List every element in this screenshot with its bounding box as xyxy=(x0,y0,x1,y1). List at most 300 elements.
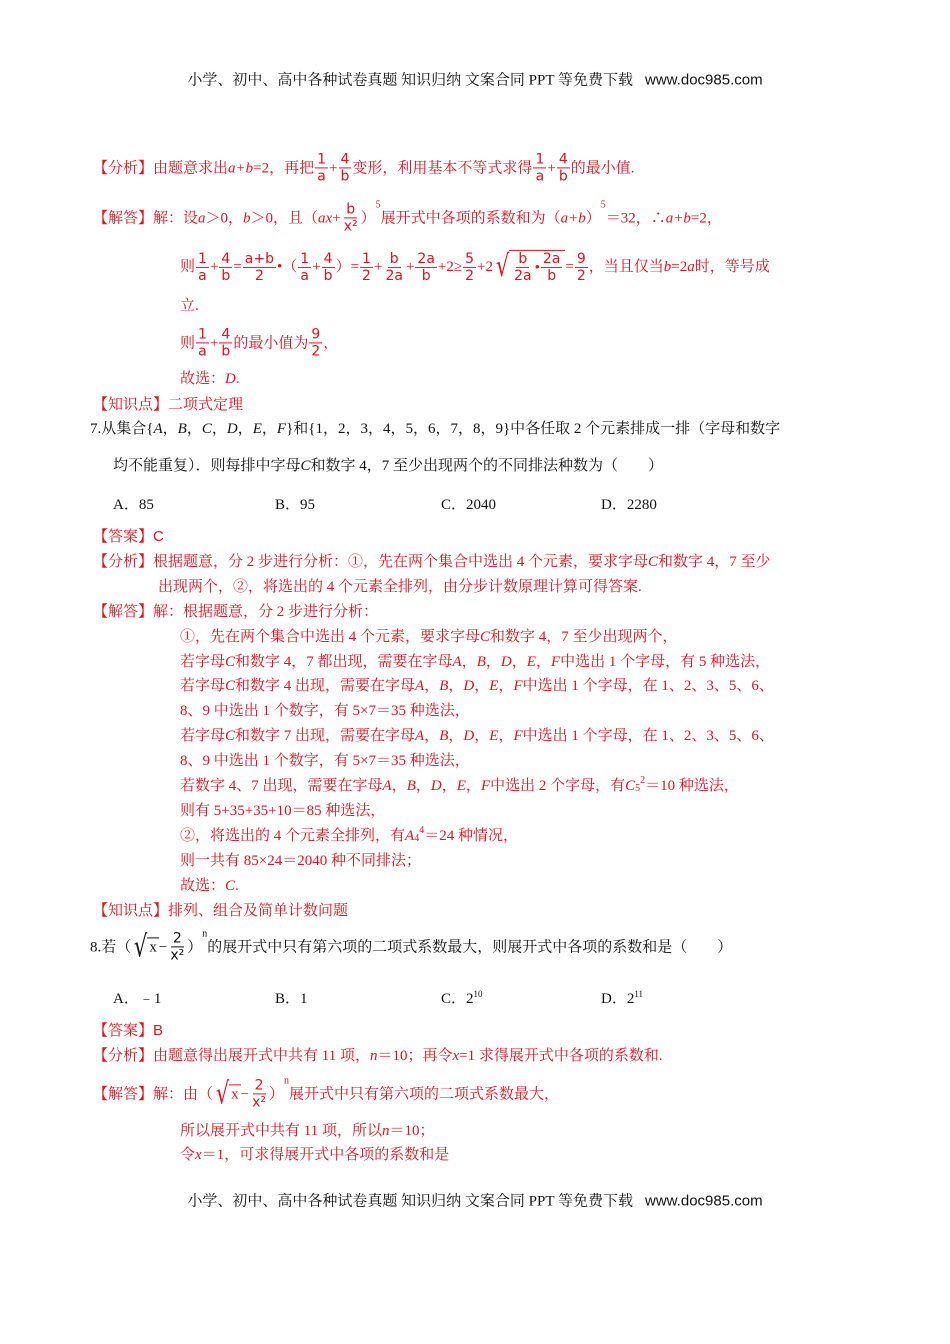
fraction-denominator: b xyxy=(558,168,568,185)
text-run: + xyxy=(312,259,321,275)
fraction-numerator: 5 xyxy=(465,250,475,267)
fraction-denominator: a xyxy=(535,168,545,185)
math-variable: A xyxy=(452,654,462,670)
q7-option-c[interactable] xyxy=(441,493,496,514)
fraction xyxy=(383,250,405,283)
option-value: ﹣1 xyxy=(138,991,162,1007)
q7-solution-2 xyxy=(180,653,770,671)
math-variable: C xyxy=(625,778,636,794)
footer-url[interactable]: www.doc985.com xyxy=(645,1192,763,1210)
math-variable: b xyxy=(663,259,672,275)
fraction-numerator: 1 xyxy=(317,151,327,168)
text-run: 中选出 2 个字母，有 xyxy=(490,778,626,794)
radicand xyxy=(147,938,159,957)
option-exponent: 11 xyxy=(634,989,644,999)
fraction-denominator: x² xyxy=(170,947,185,964)
text-run: ， xyxy=(237,421,253,437)
q7-solution-7 xyxy=(180,777,739,795)
math-variable: D xyxy=(225,371,236,387)
page-header xyxy=(0,69,950,90)
fraction-numerator: b xyxy=(389,250,399,267)
fraction-denominator: b xyxy=(221,343,231,360)
q7-solution-3 xyxy=(180,677,774,695)
text-run: 8.若（ xyxy=(90,939,132,955)
q8-option-d[interactable] xyxy=(601,987,643,1008)
superscript: 4 xyxy=(419,825,425,836)
q8-option-c[interactable] xyxy=(441,987,483,1008)
q8-solution-2 xyxy=(180,1122,434,1140)
text-run: x xyxy=(149,939,157,956)
text-run: 的展开式中只有第六项的二项式系数最大，则展开式中各项的系数和是（ ） xyxy=(207,939,733,955)
text-run: 和数字 4，7 至少出现两个的不同排法种数为（ ） xyxy=(310,458,664,474)
text-run: 【知识点】排列、组合及简单计数问题 xyxy=(93,903,349,919)
option-label: D． xyxy=(601,991,627,1007)
math-variable: a xyxy=(687,259,695,275)
fraction-denominator: 2 xyxy=(311,343,321,360)
text-run: = xyxy=(233,259,242,275)
header-text: 小学、初中、高中各种试卷真题 知识归纳 文案合同 PPT 等免费下载 xyxy=(187,72,634,89)
text-run: ， xyxy=(261,421,277,437)
option-value: 85 xyxy=(138,497,154,513)
text-run: +2≥ xyxy=(437,259,463,275)
fraction xyxy=(309,326,322,359)
fraction-denominator: x² xyxy=(252,1094,267,1111)
text-run: ， xyxy=(424,728,440,744)
q6-solution-2 xyxy=(180,250,770,284)
text-run: + xyxy=(209,335,219,351)
fraction-numerator: 1 xyxy=(535,151,545,168)
text-run: 【答案】 xyxy=(93,529,154,545)
fraction xyxy=(360,250,373,283)
fraction-numerator: 4 xyxy=(323,250,333,267)
math-variable: D xyxy=(430,778,442,794)
text-run: 若字母 xyxy=(180,654,226,670)
text-run: ， xyxy=(448,678,464,694)
fraction xyxy=(342,201,360,234)
text-run: ， xyxy=(498,728,514,744)
radical-sign-icon: √ xyxy=(495,249,510,284)
text-run: ，当且仅当 xyxy=(588,259,664,275)
fraction-numerator: 9 xyxy=(576,250,586,267)
math-variable: D xyxy=(500,654,512,670)
text-run: 中选出 1 个字母，有 5 种选法， xyxy=(560,654,771,670)
option-label: C． xyxy=(441,991,467,1007)
square-root xyxy=(131,929,159,964)
text-run: ） xyxy=(187,939,203,955)
math-variable: D xyxy=(463,678,475,694)
q7-solution-10 xyxy=(180,852,421,870)
fraction xyxy=(339,151,352,184)
q7-solution-0 xyxy=(93,603,378,621)
q7-answer xyxy=(93,528,164,546)
math-variable: A xyxy=(415,728,425,744)
math-variable: C xyxy=(480,629,491,645)
text-run: 的最小值为 xyxy=(233,335,309,351)
text-run: ， xyxy=(441,778,457,794)
text-run: 和数字 4，7 至少出现两个， xyxy=(490,629,678,645)
text-run: ， xyxy=(211,421,227,437)
q6-solution-1 xyxy=(93,201,722,234)
text-run: 和数字 7 出现，需要在字母 xyxy=(235,728,416,744)
text-run: + xyxy=(329,160,338,176)
math-variable: n xyxy=(381,1123,390,1139)
q6-solution-4 xyxy=(180,326,338,359)
option-value: 2 xyxy=(626,991,635,1007)
fraction-numerator: 4 xyxy=(221,250,231,267)
text-run: 出现两个，②，将选出的 4 个元素全排列，由分步计数原理计算可得答案. xyxy=(158,579,642,595)
radical-sign-icon: √ xyxy=(134,929,148,964)
text-run: 【知识点】二项式定理 xyxy=(93,397,244,413)
fraction-numerator: 2 xyxy=(254,1077,264,1094)
text-run: 展开式中各项的系数和为（ xyxy=(380,210,561,226)
q8-solution-1 xyxy=(93,1077,559,1110)
q7-option-b[interactable] xyxy=(275,493,315,514)
math-variable: B xyxy=(439,728,449,744)
q7-solution-6 xyxy=(180,752,470,770)
text-run: ） xyxy=(360,210,376,226)
answer-letter: C xyxy=(153,528,164,545)
fraction-denominator: b xyxy=(421,267,431,284)
superscript: 5 xyxy=(600,199,606,211)
fraction xyxy=(168,930,186,963)
math-variable: F xyxy=(513,728,523,744)
math-variable: B xyxy=(476,654,486,670)
text-run: ） xyxy=(585,210,601,226)
fraction xyxy=(557,151,570,184)
option-value: 1 xyxy=(300,991,308,1007)
fraction xyxy=(541,251,563,284)
math-variable: F xyxy=(550,654,561,670)
text-run: 若字母 xyxy=(180,678,226,694)
text-run: 令 xyxy=(180,1147,196,1163)
text-run: 时，等号成 xyxy=(694,259,770,275)
q7-option-d[interactable] xyxy=(601,493,657,514)
text-run: 【分析】由题意求出 xyxy=(93,160,229,176)
fraction-numerator: 2a xyxy=(542,250,561,267)
fraction xyxy=(196,250,209,283)
option-label: B． xyxy=(275,991,301,1007)
text-run: ） xyxy=(269,1086,285,1102)
math-variable: B xyxy=(177,421,187,437)
text-run: ＝24 种情况， xyxy=(424,828,518,844)
q7-option-a[interactable] xyxy=(113,493,154,514)
text-run: 则 xyxy=(180,335,196,351)
square-root xyxy=(213,1076,241,1111)
fraction xyxy=(533,151,546,184)
math-variable: D xyxy=(226,421,238,437)
fraction-numerator: 2 xyxy=(172,930,182,947)
text-run: 展开式中只有第六项的二项式系数最大， xyxy=(289,1086,560,1102)
text-run: 均不能重复）．则每排中字母 xyxy=(113,458,301,474)
subscript: 4 xyxy=(414,833,420,844)
math-variable: C xyxy=(225,678,236,694)
text-run: 立. xyxy=(180,298,199,314)
math-variable: a+b xyxy=(228,160,254,176)
fraction-numerator: 1 xyxy=(300,250,310,267)
fraction-denominator: 2 xyxy=(362,267,371,284)
text-run: }和{1，2，3，4，5，6，7，8，9}中各任取 2 个元素排成一排（字母和数字 xyxy=(286,421,781,437)
text-run: ）= xyxy=(335,259,360,275)
q7-solution-9 xyxy=(180,827,518,845)
math-variable: E xyxy=(526,654,536,670)
math-variable: F xyxy=(513,678,523,694)
fraction xyxy=(322,250,335,283)
fraction-numerator: 4 xyxy=(340,151,350,168)
footer-text: 小学、初中、高中各种试卷真题 知识归纳 文案合同 PPT 等免费下载 xyxy=(187,1193,634,1210)
text-run: 和数字 4，7 都出现，需要在字母 xyxy=(235,654,453,670)
text-run: 则 xyxy=(180,259,196,275)
fraction-numerator: b xyxy=(346,201,356,218)
q7-solution-4 xyxy=(180,702,470,720)
text-run: + xyxy=(373,259,383,275)
math-variable: a xyxy=(198,210,206,226)
q8-solution-3 xyxy=(180,1146,449,1164)
text-run: 【分析】根据题意，分 2 步进行分析：①，先在两个集合中选出 4 个元素，要求字母 xyxy=(93,554,649,570)
superscript: n xyxy=(284,1075,290,1087)
text-run: ， xyxy=(465,778,481,794)
text-run: ， xyxy=(186,421,202,437)
text-run: ， xyxy=(323,335,339,351)
math-variable: ax xyxy=(318,210,333,226)
text-run: 和数字 4 出现，需要在字母 xyxy=(235,678,416,694)
text-run: x xyxy=(231,1086,239,1103)
q8-stem xyxy=(90,930,732,963)
text-run: 若字母 xyxy=(180,728,226,744)
header-url[interactable]: www.doc985.com xyxy=(645,71,763,89)
math-variable: E xyxy=(252,421,262,437)
page-footer xyxy=(0,1190,950,1211)
text-run: 的最小值. xyxy=(570,160,635,176)
q7-stem-2 xyxy=(113,457,663,475)
q6-solution-3 xyxy=(180,297,199,315)
fraction-denominator: a xyxy=(300,267,310,284)
fraction xyxy=(219,326,232,359)
superscript: 5 xyxy=(375,199,381,211)
text-run: ＝10； xyxy=(389,1123,435,1139)
math-variable: a+b xyxy=(665,210,691,226)
text-run: − xyxy=(158,939,168,955)
fraction xyxy=(219,250,232,283)
text-run: ， xyxy=(535,654,551,670)
text-run: ①，先在两个集合中选出 4 个元素，要求字母 xyxy=(180,629,481,645)
fraction xyxy=(243,250,276,283)
math-variable: F xyxy=(276,421,287,437)
math-variable: x xyxy=(195,1147,202,1163)
text-run: ， xyxy=(391,778,407,794)
q7-analysis-2 xyxy=(158,578,642,596)
text-run: ＞0， xyxy=(205,210,244,226)
math-variable: A xyxy=(153,421,163,437)
text-run: =2 xyxy=(671,259,688,275)
q7-solution-1 xyxy=(180,628,678,646)
text-run: . xyxy=(235,371,240,387)
fraction xyxy=(463,250,476,283)
radicand xyxy=(509,250,565,284)
fraction xyxy=(315,151,328,184)
q8-answer xyxy=(93,1022,163,1040)
text-run: ＝10；再令 xyxy=(377,1048,453,1064)
math-variable: B xyxy=(406,778,416,794)
fraction-denominator: a xyxy=(317,168,326,185)
text-run: + xyxy=(332,210,341,226)
q7-stem-1 xyxy=(90,420,780,438)
text-run: =2， xyxy=(690,210,722,226)
text-run: ， xyxy=(415,778,431,794)
text-run: 若数字 4、7 出现，需要在字母 xyxy=(180,778,383,794)
superscript: 2 xyxy=(640,775,646,786)
text-run: ， xyxy=(448,728,464,744)
text-run: ， xyxy=(474,728,490,744)
fraction-numerator: 1 xyxy=(198,326,207,343)
q8-option-b[interactable] xyxy=(275,987,308,1008)
radical-sign-icon: √ xyxy=(215,1076,230,1111)
superscript: n xyxy=(202,928,208,940)
square-root xyxy=(493,250,565,284)
text-run: 则有 5+35+35+10＝85 种选法， xyxy=(180,803,386,819)
text-run: 【解答】解：根据题意，分 2 步进行分析： xyxy=(93,604,379,620)
fraction xyxy=(196,326,209,359)
text-run: 变形，利用基本不等式求得 xyxy=(352,160,533,176)
fraction-denominator: x² xyxy=(343,218,358,235)
text-run: 【分析】由题意得出展开式中共有 11 项， xyxy=(93,1048,370,1064)
math-variable: B xyxy=(439,678,449,694)
text-run: • xyxy=(534,259,540,276)
fraction xyxy=(512,251,534,284)
fraction-denominator: 2a xyxy=(514,268,532,284)
math-variable: A xyxy=(405,828,415,844)
option-label: A． xyxy=(113,991,139,1007)
option-exponent: 10 xyxy=(473,989,483,999)
fraction-numerator: b xyxy=(518,250,528,267)
text-run: ， xyxy=(424,678,440,694)
text-run: ， xyxy=(511,654,527,670)
q6-analysis xyxy=(93,151,635,184)
fraction-denominator: 2a xyxy=(385,267,403,284)
text-run: 8、9 中选出 1 个数字，有 5×7＝35 种选法， xyxy=(180,703,470,719)
math-variable: E xyxy=(456,778,466,794)
fraction-denominator: 2 xyxy=(465,267,475,284)
math-variable: C xyxy=(225,728,236,744)
text-run: ②，将选出的 4 个元素全排列，有 xyxy=(180,828,406,844)
text-run: •（ xyxy=(277,259,298,275)
fraction-denominator: b xyxy=(323,267,333,284)
q7-solution-11 xyxy=(180,877,239,895)
q7-solution-8 xyxy=(180,802,385,820)
text-run: . xyxy=(235,878,239,894)
fraction-numerator: a+b xyxy=(244,250,274,267)
fraction-numerator: 1 xyxy=(362,250,371,267)
q6-knowledge xyxy=(93,396,243,414)
math-variable: a+b xyxy=(560,210,586,226)
text-run: ＝10 种选法， xyxy=(645,778,739,794)
fraction xyxy=(298,250,311,283)
option-label: B． xyxy=(275,497,301,513)
option-label: A． xyxy=(113,497,139,513)
text-run: 故选： xyxy=(180,371,226,387)
subscript: 5 xyxy=(635,783,641,794)
text-run: 8、9 中选出 1 个数字，有 5×7＝35 种选法， xyxy=(180,753,470,769)
fraction-denominator: a xyxy=(198,267,207,284)
text-run: ， xyxy=(162,421,178,437)
text-run: 则一共有 85×24＝2040 种不同排法； xyxy=(180,853,421,869)
text-run: ， xyxy=(498,678,514,694)
q7-solution-5 xyxy=(180,727,774,745)
math-variable: A xyxy=(415,678,425,694)
q7-knowledge xyxy=(93,902,348,920)
math-variable: A xyxy=(382,778,392,794)
text-run: 【解答】解：由（ xyxy=(93,1086,214,1102)
text-run: =2，再把 xyxy=(253,160,315,176)
answer-letter: B xyxy=(153,1022,164,1039)
fraction xyxy=(415,250,437,283)
option-label: C． xyxy=(441,497,467,513)
fraction xyxy=(250,1077,268,1110)
fraction-denominator: b xyxy=(340,168,350,185)
math-variable: b xyxy=(243,210,251,226)
fraction-denominator: 2 xyxy=(576,267,586,284)
fraction-denominator: b xyxy=(221,267,231,284)
fraction-numerator: 2a xyxy=(417,250,435,267)
fraction-numerator: 4 xyxy=(558,151,568,168)
q8-analysis xyxy=(93,1047,663,1065)
text-run: 和数字 4，7 至少 xyxy=(658,554,771,570)
text-run: ＞0，且（ xyxy=(250,210,319,226)
math-variable: x xyxy=(452,1048,460,1064)
text-run: ＝32，∴ xyxy=(605,210,666,226)
fraction-numerator: 9 xyxy=(311,326,321,343)
math-variable: D xyxy=(463,728,475,744)
text-run: ， xyxy=(461,654,477,670)
q7-analysis-1 xyxy=(93,553,771,571)
text-run: 所以展开式中共有 11 项，所以 xyxy=(180,1123,382,1139)
text-run: + xyxy=(405,259,415,275)
text-run: + xyxy=(209,259,219,275)
fraction xyxy=(575,250,588,283)
math-variable: C xyxy=(300,458,311,474)
text-run: 中选出 1 个字母，在 1、2、3、5、6、 xyxy=(522,728,774,744)
fraction-denominator: b xyxy=(547,268,557,284)
text-run: ， xyxy=(474,678,490,694)
fraction-denominator: 2 xyxy=(254,267,264,284)
fraction-numerator: 1 xyxy=(198,250,207,267)
text-run: ， xyxy=(485,654,501,670)
math-variable: C xyxy=(225,878,236,894)
math-variable: F xyxy=(480,778,491,794)
q8-option-a[interactable] xyxy=(113,987,161,1008)
option-value: 2280 xyxy=(626,497,657,513)
text-run: 中选出 1 个字母，在 1、2、3、5、6、 xyxy=(522,678,774,694)
text-run: − xyxy=(240,1086,250,1102)
text-run: 【解答】解：设 xyxy=(93,210,199,226)
math-variable: C xyxy=(201,421,212,437)
fraction-numerator: 4 xyxy=(221,326,231,343)
fraction-denominator: a xyxy=(198,343,207,360)
math-variable: C xyxy=(225,654,236,670)
q6-solution-5 xyxy=(180,370,240,388)
text-run: 故选： xyxy=(180,878,226,894)
text-run: = xyxy=(565,259,574,275)
option-value: 95 xyxy=(300,497,316,513)
math-variable: C xyxy=(648,554,659,570)
math-variable: E xyxy=(489,678,499,694)
text-run: =1 求得展开式中各项的系数和. xyxy=(459,1048,663,1064)
radicand xyxy=(229,1085,241,1104)
math-variable: E xyxy=(489,728,499,744)
option-value: 2 xyxy=(466,991,474,1007)
text-run: ＝1，可求得展开式中各项的系数和是 xyxy=(201,1147,450,1163)
text-run: + xyxy=(547,160,556,176)
option-value: 2040 xyxy=(466,497,497,513)
